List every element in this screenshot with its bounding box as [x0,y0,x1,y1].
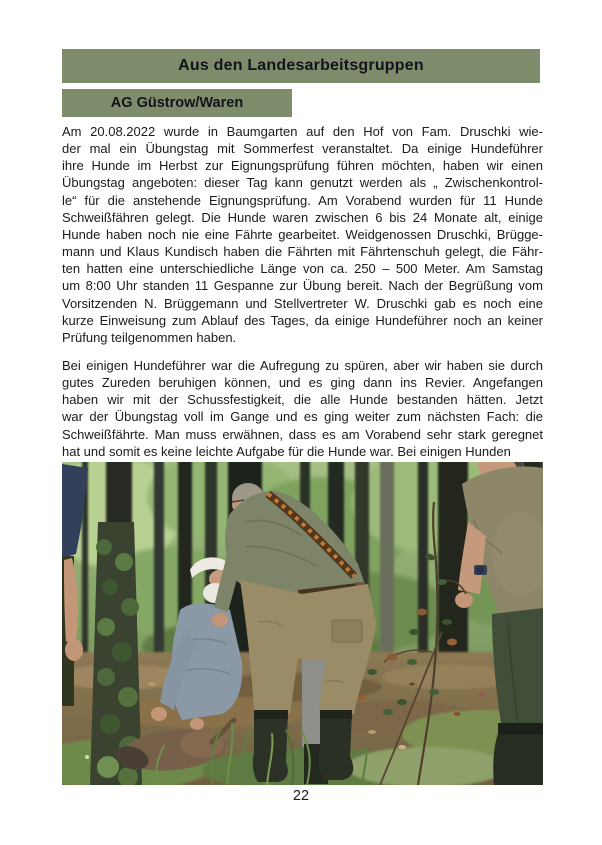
text-line: Bei einigen Hundeführer war die Aufregung zu spüren, aber wir haben sie durch [62,358,543,373]
subsection-title: AG Güstrow/Waren [110,95,244,111]
text-line: kurze Einweisung zum Ablauf des Tages, da einige Hundeführer noch an keiner [62,312,543,328]
text-line: ten hatten eine unterschiedliche Länge von ca. 250 – 500 Meter. Am Samstag [62,261,543,277]
text-line: Vorsitzenden N. Brüggemann und Stellvertreter W. Druschki gab es noch eine [62,295,543,311]
text-line: hat und somit es keine leichte Aufgabe für die Hunde war. Bei einigen Hunden [62,443,511,459]
section-title: Aus den Landesarbeitsgruppen [178,57,424,74]
forest-training-photo [62,462,543,785]
text-line: Übungstag angeboten: dieser Tag kann genutzt werden als „ Zwischenkontrol- [62,175,543,191]
article-paragraph-2 [62,357,543,460]
article-paragraph-1 [62,123,543,346]
text-line: Hunde haben noch nie eine Fährte gearbeitet. Weidgenossen Druschki, Brügge- [62,226,543,242]
subsection-header-banner [62,89,292,117]
text-line: um 8:00 Uhr standen 11 Gespanne zur Übung bereit. Nach der Begrüßung vom [62,278,543,294]
text-line: war der Übungstag voll im Gange und es ging weiter zum nächsten Fach: die [62,409,543,425]
text-line: mann und Klaus Kundisch haben die Fährten mit Fährtenschuh gelegt, die Fähr- [62,244,543,260]
text-line: Schweißfähren gelegt. Die Hunde waren zwischen 6 bis 24 Monate alt, einige [62,209,543,225]
section-header-banner [62,49,540,83]
page-number: 22 [292,788,310,804]
text-line: Schweißfährte. Man muss erwähnen, dass es am Vorabend sehr stark geregnet [62,426,543,442]
text-line: le“ für die anstehende Eignungsprüfung. Am Vorabend wurden für 11 Hunde [62,192,543,208]
text-line: gutes Zureden beruhigen können, und es ging dann ins Revier. Angefangen [62,375,543,391]
text-line: Prüfung teilgenommen haben. [62,329,237,345]
text-line: haben wir mit der Schussfestigkeit, die alle Hunde bestanden hätten. Jetzt [62,392,543,408]
text-line: ihre Hunde im Herbst zur Eignungsprüfung führen möchten, haben wir einen [62,158,543,174]
text-line: Am 20.08.2022 wurde in Baumgarten auf den Hof von Fam. Druschki wie- [62,124,543,139]
text-line: der mal ein Übungstag mit Sommerfest veranstaltet. Da einige Hundeführer [62,141,543,157]
